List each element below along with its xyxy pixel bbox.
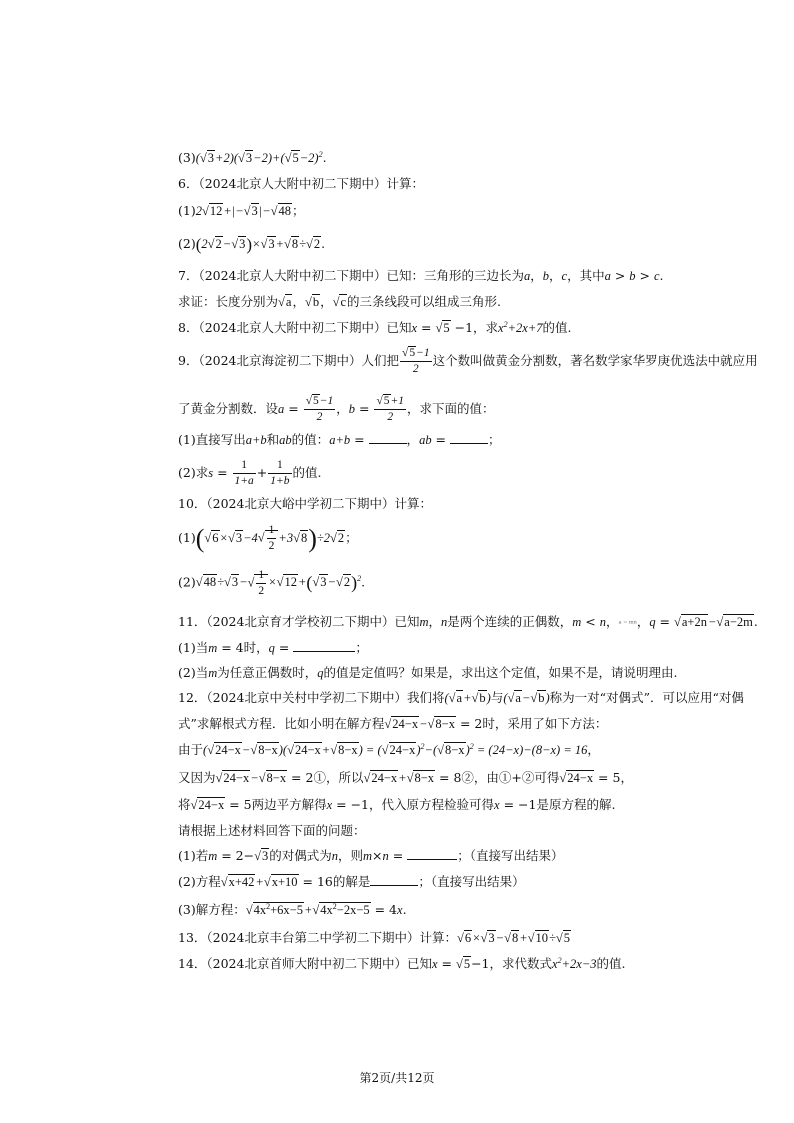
q12-part2-b: 的解是 — [332, 874, 371, 889]
q12-part2-c: ；（直接写出结果） — [418, 874, 525, 889]
answer-blank[interactable] — [293, 651, 355, 652]
q12-line2-b: 时，采用了如下方法： — [482, 716, 608, 731]
q12-line6: 请根据上述材料回答下面的问题： — [178, 823, 366, 838]
q7-proof-intro: 求证：长度分别为 — [178, 294, 279, 309]
q11-part2-a: (2)当 — [178, 665, 209, 680]
q9-part1: (1)直接写出a+b和ab的值：a+b = ，ab = ； — [178, 432, 501, 447]
q7-header: 7．（2024北京人大附中初二下期中）已知：三角形的三边长为a，b，c，其中a > b > c. — [178, 268, 664, 283]
q12-header: 12．（2024北京中关村中学初二下期中）我们将(√a+√b)与(√a−√b)称为一对“对偶式”．可以应用“对偶 — [178, 690, 744, 705]
q11-part2: (2)当m为任意正偶数时，q的值是定值吗？如果是，求出这个定值，如果不是，请说明理由. — [178, 665, 678, 680]
q12-line5-a: 将 — [178, 797, 191, 812]
q14-header: 14．（2024北京首师大附中初二下期中）已知x = √5−1，求代数式$x^2+2x-3$的值. — [178, 956, 626, 972]
q12-header-a: 12．（2024北京中关村中学初二下期中）我们将 — [178, 690, 445, 705]
q11-part2-c: 的值是定值吗？如果是，求出这个定值，如果不是，请说明理由. — [323, 665, 678, 680]
q12-line3: 由于$(√24-x-√8-x)(√24-x+√8-x) = (√24-x)^2-(√8-x)^2 = (24-x)-(8-x) = 16$， — [178, 742, 600, 758]
q12-line2-a: 式”求解根式方程．比如小明在解方程 — [178, 716, 385, 731]
q12-line4-b: ①，所以 — [313, 770, 364, 785]
q7-proof: 求证：长度分别为√a，√b，√c的三条线段可以组成三角形. — [178, 294, 502, 309]
q11-header-a: 11．（2024北京育才学校初二下期中）已知 — [178, 614, 420, 629]
q14-header-c: 的值. — [596, 956, 626, 972]
q12-part1-b: 的对偶式为 — [269, 848, 332, 863]
q8-tail: 的值. — [542, 320, 572, 336]
q12-line5: 将√24−x = 5两边平方解得x = −1，代入原方程检验可得x = −1是原方程的解. — [178, 797, 616, 812]
q11-header-b: 是两个连续的正偶数， — [447, 614, 573, 629]
q9-line2: 了黄金分割数．设a = $\frac{√5-1}{2}$ ，b = $\frac{√5+1}{2}$ ，求下面的值： — [178, 395, 495, 423]
q10-part1: (1)(√6×√3−4√ $\frac{1}{2}$ +3√8)÷2√2； — [178, 524, 358, 553]
part-label: (2) — [178, 574, 196, 590]
q6-part1: (1)2√12+|−√3|−√48； — [178, 203, 305, 218]
q12-part3: (3)解方程：$√4x^2+6x-5+√4x^2-2x-5 = 4x$. — [178, 902, 407, 918]
q9-part2-b: 的值. — [292, 464, 322, 480]
answer-blank[interactable] — [450, 443, 488, 444]
q10-part2: (2)√48÷√3−√ $\frac{1}{2}$ $\times√12+(√3-√2)^2$. — [178, 569, 366, 597]
page-number: 第2页/共12页 — [359, 1071, 435, 1085]
q13-header-text: 13．（2024北京丰台第二中学初二下期中）计算： — [178, 930, 457, 945]
q8-ask: ，求 — [473, 320, 499, 336]
answer-blank[interactable] — [370, 885, 418, 886]
q12-line4-c: ②，由①+②可得 — [461, 770, 560, 785]
q8-header: 8．（2024北京人大附中初二下期中）已知x = √5 −1，求$x^2+2x+7$的值. — [178, 320, 572, 336]
answer-blank[interactable] — [407, 859, 457, 860]
q12-part1: (1)若m = 2−√3的对偶式为n，则m×n = ；（直接写出结果） — [178, 848, 564, 863]
q6-part2: (2)(2√2−√3)×√3+√8÷√2. — [178, 235, 326, 254]
q12-line5-b: 两边平方解得 — [251, 797, 327, 812]
part-label: (1) — [178, 529, 196, 545]
q9-part1-a: (1)直接写出 — [178, 432, 246, 447]
q12-line3-text: 由于 — [178, 742, 204, 758]
q9-header-b: 这个数叫做黄金分割数，著名数学家华罗庚优选法中就应用 — [432, 352, 758, 368]
q9-header: 9．（2024北京海淀初二下期中）人们把 $\frac{√5-1}{2}$ 这个数叫做黄金分割数，著名数学家华罗庚优选法中就应用 — [178, 347, 758, 375]
q7-proof-end: 的三条线段可以组成三角形. — [347, 294, 502, 309]
q6-header: 6．（2024北京人大附中初二下期中）计算： — [178, 176, 425, 191]
q12-part2-a: (2)方程 — [178, 874, 221, 889]
q11-part1-b: 时， — [243, 640, 269, 655]
q11-part1-a: (1)当 — [178, 640, 209, 655]
q9-line2-a: 了黄金分割数．设 — [178, 400, 279, 416]
q14-header-a: 14．（2024北京首师大附中初二下期中）已知 — [178, 956, 432, 972]
q12-line5-d: 是原方程的解. — [536, 797, 616, 812]
q12-line2: 式”求解根式方程．比如小明在解方程√24−x−√8−x = 2时，采用了如下方法： — [178, 716, 608, 731]
q7-header-text: 7．（2024北京人大附中初二下期中）已知：三角形的三边长为 — [178, 268, 525, 283]
q5-part3: $(3)(√3+2)(√3-2)+(√5-2)^2$. — [178, 150, 327, 166]
q11-part1: (1)当m = 4时，q = ； — [178, 640, 368, 655]
q10-header: 10．（2024北京大峪中学初二下期中）计算： — [178, 496, 432, 511]
q12-part2: (2)方程√x+42+√x+10 = 16的解是 ；（直接写出结果） — [178, 874, 525, 889]
q13-header: 13．（2024北京丰台第二中学初二下期中）计算：√6×√3−√8+√10÷√5 — [178, 930, 571, 945]
q9-part2-a: (2)求 — [178, 464, 209, 480]
q12-header-b: 称为一对“对偶式”．可以应用“对偶 — [549, 690, 744, 705]
q12-part3-text: (3)解方程： — [178, 902, 246, 918]
q9-part1-b: 和 — [266, 432, 280, 447]
q12-line4-a: 又因为 — [178, 770, 216, 785]
q7-mid-text: ，其中 — [567, 268, 605, 283]
part-label: (2) — [178, 235, 196, 251]
q12-line4: 又因为√24−x−√8−x = 2①，所以√24−x+√8−x = 8②，由①+②可得√24−x = 5， — [178, 770, 633, 785]
answer-blank[interactable] — [369, 443, 407, 444]
q12-part1-c: ，则 — [338, 848, 364, 863]
q9-part1-c: 的值： — [291, 432, 330, 447]
tiny-note: a = mn — [618, 619, 637, 626]
q12-part1-a: (1)若 — [178, 848, 209, 863]
q9-line2-b: ，求下面的值： — [407, 400, 495, 416]
part-label: (3) — [178, 150, 196, 166]
q9-part2: (2)求s = $\frac{1}{1+a}$ + $\frac{1}{1+b}$ 的值. — [178, 459, 322, 487]
q12-part1-d: ；（直接写出结果） — [457, 848, 564, 863]
q12-line5-c: ，代入原方程检验可得 — [369, 797, 495, 812]
q11-part2-b: 为任意正偶数时， — [217, 665, 318, 680]
q9-header-a: 9．（2024北京海淀初二下期中）人们把 — [178, 352, 400, 368]
q8-header-text: 8．（2024北京人大附中初二下期中）已知 — [178, 320, 412, 336]
q11-header: 11．（2024北京育才学校初二下期中）已知m，n是两个连续的正偶数，m < n，a = mn，q = √a+2n−√a−2m. — [178, 614, 758, 629]
q14-header-b: ，求代数式 — [489, 956, 553, 972]
part-label: (1) — [178, 203, 196, 218]
